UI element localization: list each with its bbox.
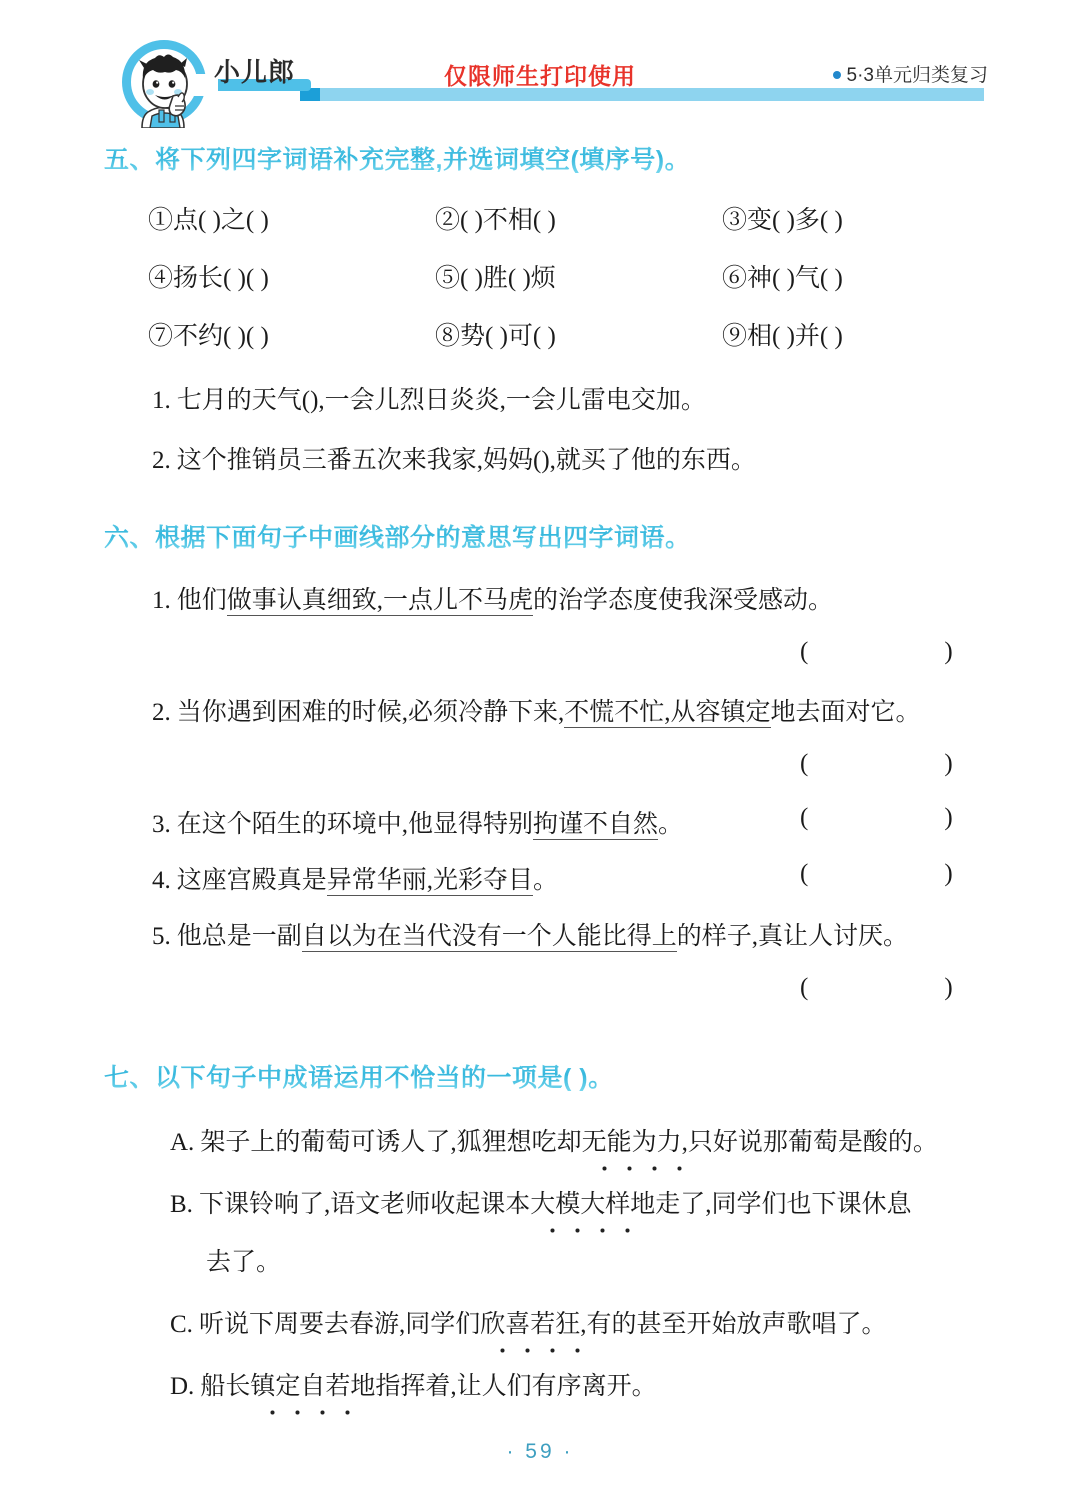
section-five-question-2[interactable]	[152, 440, 1080, 476]
underlined-phrase: 不慌不忙,从容镇定	[564, 699, 771, 726]
question-number: 3.	[152, 811, 171, 838]
idiom-item-9[interactable]: ⑨相( )并( )	[722, 323, 843, 350]
idiom-item-4[interactable]: ④扬长( )( )	[148, 265, 269, 292]
choice-prefix: 船长	[200, 1373, 251, 1400]
choice-option-a[interactable]	[170, 1122, 1080, 1158]
question-number: 4.	[152, 867, 171, 894]
choice-option-d[interactable]	[170, 1366, 1080, 1402]
choice-label: C.	[170, 1311, 193, 1338]
worksheet-content	[0, 128, 1080, 1402]
choice-prefix: 听说下周要去春游,同学们	[198, 1311, 481, 1338]
section-six-question-3-row	[0, 804, 1080, 846]
question-text-after: ),一会儿烈日炎炎,一会儿雷电交加。	[310, 387, 706, 414]
choice-label: D.	[170, 1373, 195, 1400]
question-suffix: 的样子,真让人讨厌。	[676, 923, 909, 950]
question-number: 1.	[152, 387, 171, 414]
section-six-question-3[interactable]	[152, 804, 683, 840]
paren-close: )	[944, 974, 953, 1001]
choice-label: A.	[170, 1129, 195, 1156]
underlined-phrase: 做事认真细致,一点儿不马虎	[226, 587, 534, 614]
paren-open: (	[800, 860, 809, 887]
page-number: · 59 ·	[506, 1440, 574, 1463]
answer-blank-row-2	[0, 750, 1080, 790]
choice-option-b-continuation: 去了。	[206, 1249, 282, 1276]
paren-close: )	[944, 750, 953, 777]
answer-blank[interactable]	[800, 860, 953, 888]
question-text-before: 这个推销员三番五次来我家,妈妈(	[176, 447, 542, 474]
question-number: 5.	[152, 923, 171, 950]
paren-close: )	[944, 638, 953, 665]
question-suffix: 的治学态度使我深受感动。	[533, 587, 834, 614]
question-number: 2.	[152, 447, 171, 474]
choice-label: B.	[170, 1191, 193, 1218]
underlined-phrase: 拘谨不自然	[533, 811, 659, 838]
section-title-seven: 七、以下句子中成语运用不恰当的一项是( )。	[104, 1058, 1080, 1094]
idiom-row-3	[148, 316, 1080, 352]
question-number: 2.	[152, 699, 171, 726]
answer-blank[interactable]	[800, 974, 953, 1002]
page-header	[0, 0, 1080, 128]
choice-suffix: 地指挥着,让人们有序离开。	[350, 1373, 657, 1400]
choice-option-b[interactable]	[170, 1184, 1080, 1220]
section-six-question-2[interactable]	[152, 692, 1080, 728]
paren-open: (	[800, 804, 809, 831]
bullet-dot-icon	[833, 71, 841, 79]
paren-close: )	[944, 804, 953, 831]
idiom-item-1[interactable]: ①点( )之( )	[148, 207, 269, 234]
idiom-item-6[interactable]: ⑥神( )气( )	[722, 265, 843, 292]
emphasized-idiom: 无能为力	[582, 1122, 682, 1158]
question-suffix: 地去面对它。	[770, 699, 921, 726]
emphasized-idiom: 镇定自若	[250, 1366, 350, 1402]
choice-suffix: ,有的甚至开始放声歌唱了。	[580, 1311, 887, 1338]
emphasized-idiom: 欣喜若狂	[480, 1304, 580, 1340]
choice-option-c[interactable]	[170, 1304, 1080, 1340]
paren-open: (	[800, 750, 809, 777]
section-six-question-4[interactable]	[152, 860, 558, 896]
section-title-six: 六、根据下面句子中画线部分的意思写出四字词语。	[104, 518, 1080, 554]
idiom-row-1	[148, 200, 1080, 236]
section-title-five: 五、将下列四字词语补充完整,并选词填空(填序号)。	[104, 140, 1080, 176]
choice-suffix: 地走了,同学们也下课休息	[630, 1191, 912, 1218]
page-footer	[0, 1440, 1080, 1464]
answer-blank[interactable]	[800, 638, 953, 666]
section-five-question-1[interactable]	[152, 380, 1080, 416]
question-suffix: 。	[533, 867, 559, 894]
brand-label: 小儿郎	[214, 57, 296, 87]
answer-blank[interactable]	[800, 750, 953, 778]
paren-close: )	[944, 860, 953, 887]
idiom-item-5[interactable]: ⑤( )胜( )烦	[435, 265, 556, 292]
underlined-phrase: 自以为在当代没有一个人能比得上	[301, 923, 677, 950]
answer-blank[interactable]	[800, 804, 953, 832]
question-text-before: 七月的天气(	[176, 387, 311, 414]
emphasized-idiom: 大模大样	[530, 1184, 630, 1220]
idiom-item-8[interactable]: ⑧势( )可( )	[435, 323, 556, 350]
choice-suffix: ,只好说那葡萄是酸的。	[681, 1129, 938, 1156]
answer-blank-row-1	[0, 638, 1080, 678]
print-notice: 仅限师生打印使用	[444, 63, 636, 89]
section-six-question-1[interactable]	[152, 580, 1080, 616]
question-number: 1.	[152, 587, 171, 614]
section-six-question-4-row	[0, 860, 1080, 902]
question-prefix: 他们	[176, 587, 227, 614]
underlined-phrase: 异常华丽,光彩夺目	[326, 867, 534, 894]
question-suffix: 。	[658, 811, 684, 838]
choice-prefix: 下课铃响了,语文老师收起课本	[198, 1191, 531, 1218]
answer-blank-row-5	[0, 974, 1080, 1014]
question-prefix: 他总是一副	[176, 923, 302, 950]
idiom-item-2[interactable]: ②( )不相( )	[435, 207, 556, 234]
unit-review-label	[833, 60, 988, 87]
idiom-row-2	[148, 258, 1080, 294]
question-prefix: 这座宫殿真是	[176, 867, 327, 894]
unit-review-text: 5·3单元归类复习	[846, 65, 988, 86]
question-prefix: 当你遇到困难的时候,必须冷静下来,	[176, 699, 565, 726]
question-text-after: ),就买了他的东西。	[541, 447, 756, 474]
question-prefix: 在这个陌生的环境中,他显得特别	[176, 811, 534, 838]
idiom-item-3[interactable]: ③变( )多( )	[722, 207, 843, 234]
idiom-item-7[interactable]: ⑦不约( )( )	[148, 323, 269, 350]
choice-prefix: 架子上的葡萄可诱人了,狐狸想吃却	[200, 1129, 582, 1156]
section-six-question-5[interactable]	[152, 916, 1080, 952]
paren-open: (	[800, 638, 809, 665]
paren-open: (	[800, 974, 809, 1001]
